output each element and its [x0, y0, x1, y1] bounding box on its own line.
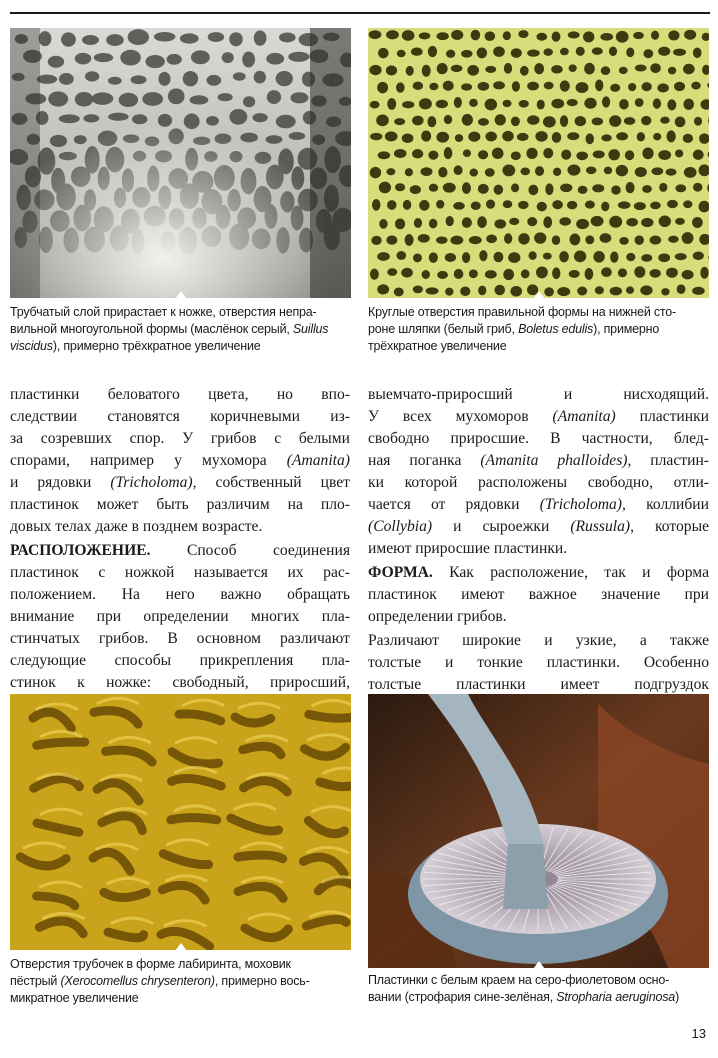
body-column-right	[368, 384, 709, 696]
text-line	[10, 428, 350, 450]
text-run: за созревших спор. У грибов с белыми	[10, 430, 350, 447]
text-run: микратное увеличение	[10, 991, 139, 1005]
caption-pointer-icon	[175, 291, 187, 298]
caption-text	[10, 304, 352, 355]
caption-line	[10, 304, 352, 321]
section-heading: ФОРМА.	[368, 564, 433, 581]
text-run: Круглые отверстия правильной формы на нижней сто-	[368, 305, 677, 319]
text-run: )	[675, 990, 680, 1004]
text-line	[368, 472, 709, 494]
text-run: пластинок с ножкой называется их рас-	[10, 564, 350, 581]
text-run: трёхкратное увеличение	[368, 339, 507, 353]
caption-line	[368, 989, 710, 1006]
text-line	[368, 428, 709, 450]
latin-name: Suillus	[292, 322, 329, 336]
latin-name: Stropharia aeruginosa	[556, 990, 676, 1004]
text-run: , пластин-	[627, 452, 709, 469]
caption-line	[368, 304, 710, 321]
text-run: Как расположение, так и форма	[432, 564, 709, 581]
text-run: Отверстия трубочек в форме лабиринта, моховик	[10, 957, 291, 971]
caption-text	[10, 956, 352, 1007]
text-run: стинчатых грибов. В основном различают	[10, 630, 350, 647]
latin-name: (Amanita)	[552, 408, 616, 425]
text-run: роне шляпки (белый гриб,	[368, 322, 519, 336]
caption-fig4	[368, 972, 710, 1006]
text-line	[10, 672, 350, 694]
caption-fig2	[368, 304, 710, 355]
text-run: внимание при определении многих пла-	[10, 608, 350, 625]
text-line	[10, 384, 350, 406]
text-run: ная поганка	[368, 452, 481, 469]
caption-line	[10, 973, 352, 990]
caption-line	[368, 972, 710, 989]
text-line	[368, 384, 709, 406]
text-run: Различают широкие и узкие, а также	[368, 632, 709, 649]
text-run: пластинок имеют важное значение при	[368, 586, 709, 603]
text-line	[368, 406, 709, 428]
text-run: толстые пластинки имеет подгруздок	[368, 676, 709, 693]
text-run: Пластинки с белым краем на серо-фиолетовом осно-	[368, 973, 670, 987]
text-run: толстые и тонкие пластинки. Особенно	[368, 654, 709, 671]
text-line	[368, 584, 709, 606]
text-run: пластинки беловатого цвета, но впо-	[10, 386, 350, 403]
text-line	[10, 628, 350, 650]
caption-line	[10, 956, 352, 973]
text-run: следующие способы прикрепления пла-	[10, 652, 350, 669]
text-run: определении грибов.	[368, 608, 507, 625]
section-heading: РАСПОЛОЖЕНИЕ.	[10, 542, 151, 559]
photo-xerocomellus-labyrinth	[10, 694, 351, 950]
latin-name: (Xerocomellus chrysenteron)	[60, 974, 215, 988]
latin-name: viscidus	[10, 339, 53, 353]
text-line	[10, 472, 350, 494]
caption-line	[10, 321, 352, 338]
caption-fig1	[10, 304, 352, 355]
text-line	[368, 538, 709, 560]
text-run: стинок к ножке: свободный, приросший,	[10, 674, 350, 691]
text-run: вильной многоугольной формы (маслёнок серый,	[10, 322, 293, 336]
text-run: , которые	[630, 518, 709, 535]
text-run: вании (строфария сине-зелёная,	[368, 990, 557, 1004]
text-run: , коллибии	[622, 496, 709, 513]
text-run: и рядовки	[10, 474, 111, 491]
text-run: ), примерно трёхкратное увеличение	[52, 339, 261, 353]
text-line	[368, 630, 709, 652]
text-line	[368, 606, 709, 628]
text-line	[10, 516, 350, 538]
text-line	[10, 606, 350, 628]
caption-line	[10, 990, 352, 1007]
caption-text	[368, 972, 710, 1006]
text-line	[10, 584, 350, 606]
latin-name: (Amanita)	[286, 452, 350, 469]
photo-stropharia-gills	[368, 694, 709, 968]
text-run: пластинок может быть различим на пло-	[10, 496, 350, 513]
caption-fig3	[10, 956, 352, 1007]
text-line	[368, 494, 709, 516]
latin-name: Boletus edulis	[518, 322, 594, 336]
text-run: спорами, например у мухомора	[10, 452, 287, 469]
photo-boletus-pores	[368, 28, 709, 298]
body-column-left	[10, 384, 350, 694]
text-line	[368, 562, 709, 584]
text-line	[368, 674, 709, 696]
caption-pointer-icon	[533, 961, 545, 968]
text-run: следствии становятся коричневыми из-	[10, 408, 350, 425]
latin-name: (Collybia)	[368, 518, 433, 535]
text-run: , примерно вось-	[214, 974, 310, 988]
top-rule	[10, 12, 710, 14]
text-run: Способ соединения	[150, 542, 350, 559]
text-run: пластинки	[615, 408, 710, 425]
latin-name: (Amanita phalloides)	[480, 452, 628, 469]
text-line	[368, 516, 709, 538]
text-line	[10, 450, 350, 472]
caption-line	[10, 338, 352, 355]
text-line	[10, 540, 350, 562]
text-run: и сыроежки	[432, 518, 571, 535]
text-run: ), примерно	[593, 322, 660, 336]
caption-pointer-icon	[533, 291, 545, 298]
latin-name: (Russula)	[570, 518, 631, 535]
text-run: имеют приросшие пластинки.	[368, 540, 568, 557]
text-run: положением. На него важно обращать	[10, 586, 350, 603]
text-run: , собственный цвет	[192, 474, 350, 491]
page-number: 13	[691, 1026, 706, 1041]
text-line	[368, 450, 709, 472]
latin-name: (Tricholoma)	[539, 496, 623, 513]
text-run: выемчато-приросший и нисходящий.	[368, 386, 709, 403]
caption-line	[368, 321, 710, 338]
text-line	[10, 494, 350, 516]
latin-name: (Tricholoma)	[110, 474, 193, 491]
text-line	[10, 406, 350, 428]
text-run: У всех мухоморов	[368, 408, 553, 425]
text-line	[10, 562, 350, 584]
text-run: ки которой расположены свободно, отли-	[368, 474, 709, 491]
caption-text	[368, 304, 710, 355]
text-line	[368, 652, 709, 674]
text-run: Трубчатый слой прирастает к ножке, отверстия непра-	[10, 305, 317, 319]
caption-pointer-icon	[175, 943, 187, 950]
photo-suillus-pores	[10, 28, 351, 298]
text-run: свободно приросшие. В частности, блед-	[368, 430, 709, 447]
caption-line	[368, 338, 710, 355]
text-run: пёстрый	[10, 974, 61, 988]
text-run: чается от рядовки	[368, 496, 540, 513]
text-run: довых телах даже в позднем возрасте.	[10, 518, 263, 535]
text-line	[10, 650, 350, 672]
